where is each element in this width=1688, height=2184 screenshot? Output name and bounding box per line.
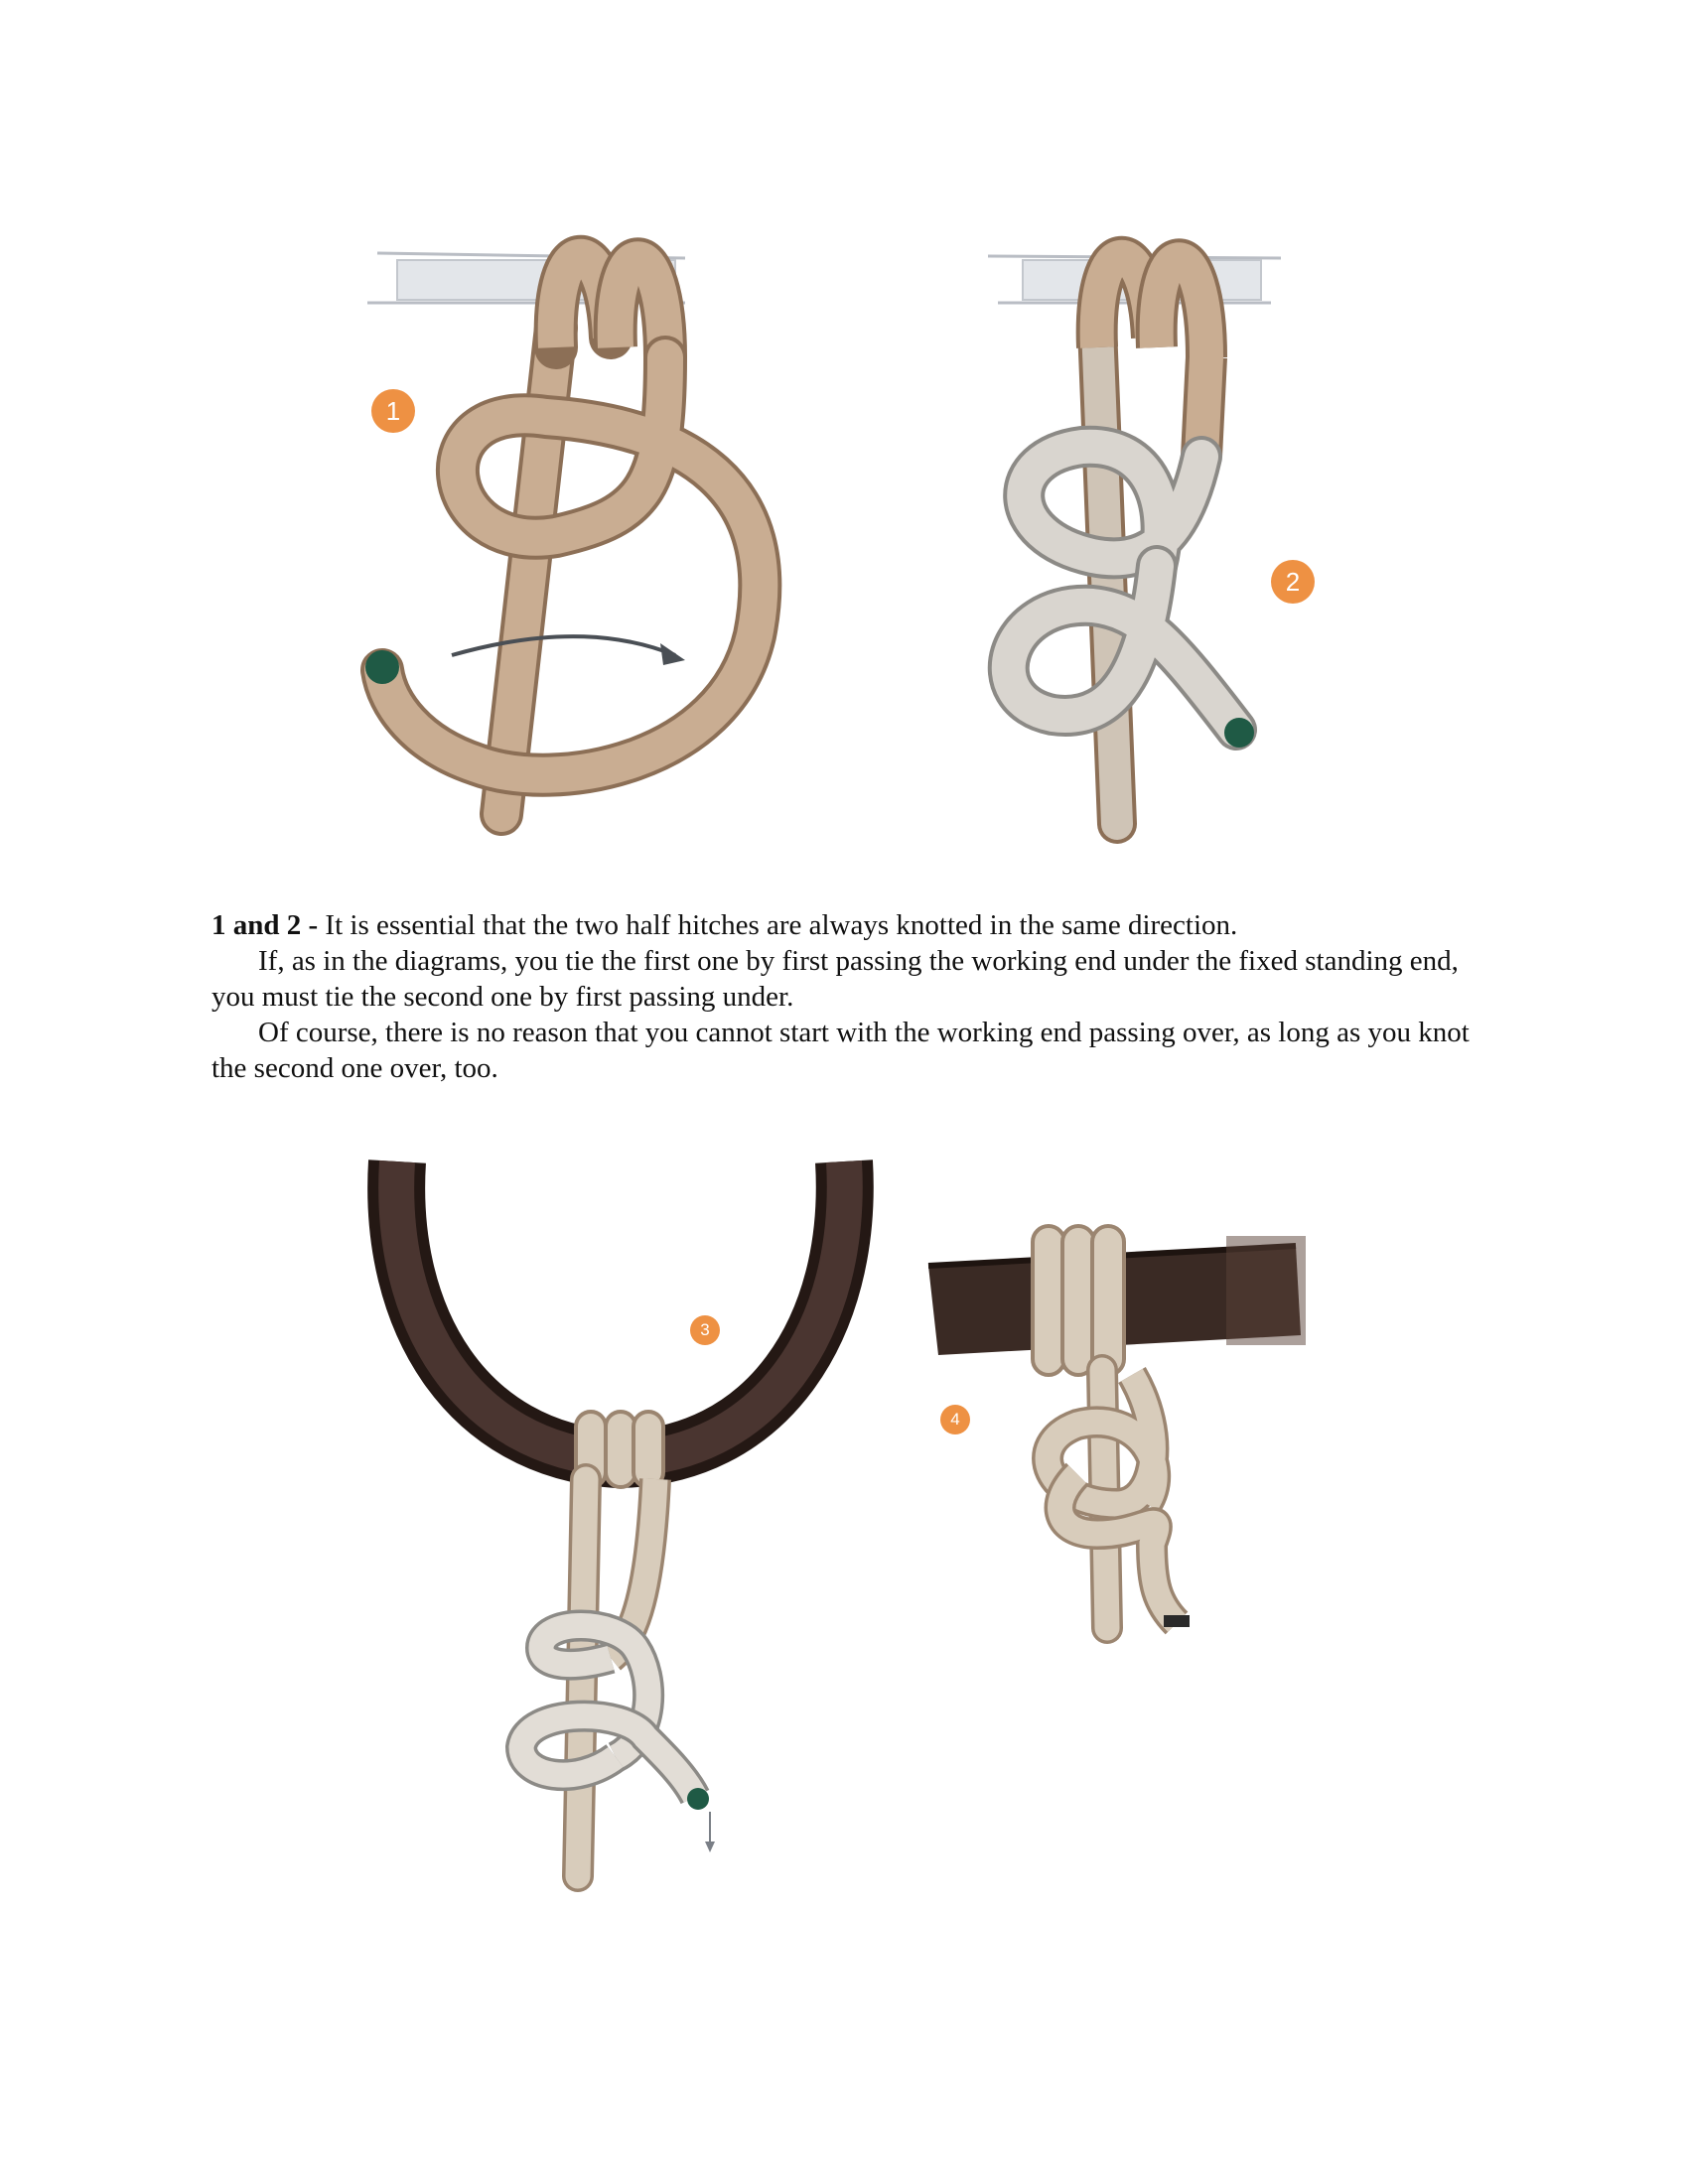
figure-4-badge: 4 bbox=[940, 1405, 970, 1434]
caption-paragraph-2: If, as in the diagrams, you tie the first one by first passing the working end under the fixed standing end, you must tie the second one by first passing under. bbox=[211, 945, 1459, 1013]
figure-2-illustration bbox=[983, 208, 1281, 844]
figure-3-drawing bbox=[367, 1152, 884, 1886]
figure-1-illustration bbox=[357, 208, 814, 834]
caption-lead: 1 and 2 - bbox=[211, 909, 319, 941]
caption-text bbox=[211, 907, 1502, 1086]
caption-line-1: It is essential that the two half hitches are always knotted in the same direction. bbox=[318, 909, 1238, 941]
caption-paragraph-3: Of course, there is no reason that you cannot start with the working end passing over, as long as you knot the second one over, too. bbox=[211, 1017, 1470, 1084]
caption-paragraph-1 bbox=[211, 907, 1502, 943]
figure-4-illustration bbox=[928, 1206, 1306, 1643]
figure-2-badge: 2 bbox=[1271, 560, 1315, 604]
figure-3-badge: 3 bbox=[690, 1315, 720, 1345]
figure-2-drawing bbox=[983, 208, 1281, 844]
figure-1-drawing bbox=[357, 208, 814, 834]
figure-1-badge: 1 bbox=[371, 389, 415, 433]
figure-4-drawing bbox=[928, 1206, 1306, 1643]
figure-3-illustration bbox=[367, 1152, 884, 1886]
